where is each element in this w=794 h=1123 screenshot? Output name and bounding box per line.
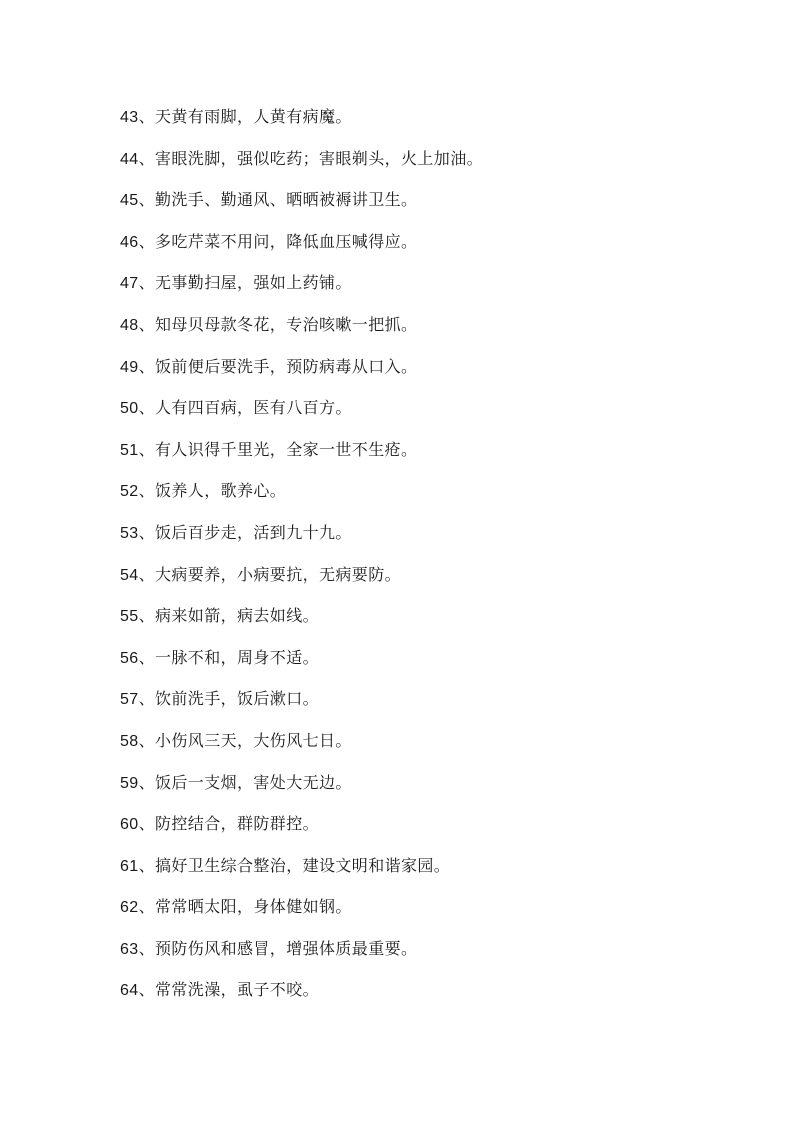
- item-text: 、常常晒太阳，身体健如钢。: [138, 897, 352, 917]
- item-number: 56: [120, 649, 139, 667]
- list-item: [120, 686, 483, 728]
- item-number: 51: [120, 441, 139, 459]
- item-text: 、饭前便后要洗手，预防病毒从口入。: [138, 356, 418, 376]
- list-item: [120, 770, 483, 812]
- item-text: 、多吃芹菜不用问，降低血压喊得应。: [138, 231, 418, 251]
- item-text: 、病来如箭，病去如线。: [138, 606, 320, 626]
- item-number: 60: [120, 816, 139, 834]
- list-item: [120, 478, 483, 520]
- list-item: [120, 437, 483, 479]
- list-item: [120, 146, 483, 188]
- item-number: 61: [120, 857, 139, 875]
- item-text: 、人有四百病，医有八百方。: [138, 398, 352, 418]
- item-text: 、饭后一支烟，害处大无边。: [138, 772, 352, 792]
- item-text: 、无事勤扫屋，强如上药铺。: [138, 273, 352, 293]
- item-text: 、常常洗澡，虱子不咬。: [138, 980, 320, 1000]
- item-number: 59: [120, 774, 139, 792]
- list-item: [120, 395, 483, 437]
- item-number: 45: [120, 192, 139, 210]
- item-text: 、饭后百步走，活到九十九。: [138, 522, 352, 542]
- list-item: [120, 728, 483, 770]
- list-item: [120, 520, 483, 562]
- list-item: [120, 354, 483, 396]
- list-item: [120, 645, 483, 687]
- item-text: 、防控结合，群防群控。: [138, 814, 320, 834]
- item-text: 、搞好卫生综合整治，建设文明和谐家园。: [138, 855, 451, 875]
- list-item: [120, 312, 483, 354]
- item-text: 、一脉不和，周身不适。: [138, 647, 320, 667]
- item-number: 52: [120, 483, 139, 501]
- item-number: 50: [120, 400, 139, 418]
- list-item: [120, 229, 483, 271]
- item-number: 48: [120, 316, 139, 334]
- proverb-list: [120, 104, 483, 1019]
- item-number: 53: [120, 524, 139, 542]
- item-text: 、饭养人，歌养心。: [138, 481, 287, 501]
- list-item: [120, 977, 483, 1019]
- list-item: [120, 187, 483, 229]
- item-text: 、小伤风三天，大伤风七日。: [138, 730, 352, 750]
- item-number: 64: [120, 982, 139, 1000]
- list-item: [120, 853, 483, 895]
- item-number: 43: [120, 109, 139, 126]
- item-text: 、有人识得千里光，全家一世不生疮。: [138, 439, 418, 459]
- item-number: 47: [120, 275, 139, 293]
- list-item: [120, 894, 483, 936]
- item-number: 55: [120, 608, 139, 626]
- item-number: 46: [120, 233, 139, 251]
- list-item: [120, 104, 483, 146]
- list-item: [120, 603, 483, 645]
- list-item: [120, 270, 483, 312]
- item-text: 、天黄有雨脚，人黄有病魔。: [138, 107, 352, 126]
- item-number: 63: [120, 940, 139, 958]
- item-number: 44: [120, 150, 139, 168]
- item-text: 、饮前洗手，饭后漱口。: [138, 689, 320, 709]
- item-text: 、大病要养，小病要抗，无病要防。: [138, 564, 402, 584]
- item-text: 、知母贝母款冬花，专治咳嗽一把抓。: [138, 314, 418, 334]
- list-item: [120, 811, 483, 853]
- item-number: 54: [120, 566, 139, 584]
- list-item: [120, 936, 483, 978]
- item-text: 、预防伤风和感冒，增强体质最重要。: [138, 938, 418, 958]
- item-number: 57: [120, 691, 139, 709]
- item-number: 58: [120, 732, 139, 750]
- item-number: 49: [120, 358, 139, 376]
- item-text: 、害眼洗脚，强似吃药；害眼剃头，火上加油。: [138, 148, 484, 168]
- item-number: 62: [120, 899, 139, 917]
- list-item: [120, 562, 483, 604]
- item-text: 、勤洗手、勤通风、晒晒被褥讲卫生。: [138, 190, 418, 210]
